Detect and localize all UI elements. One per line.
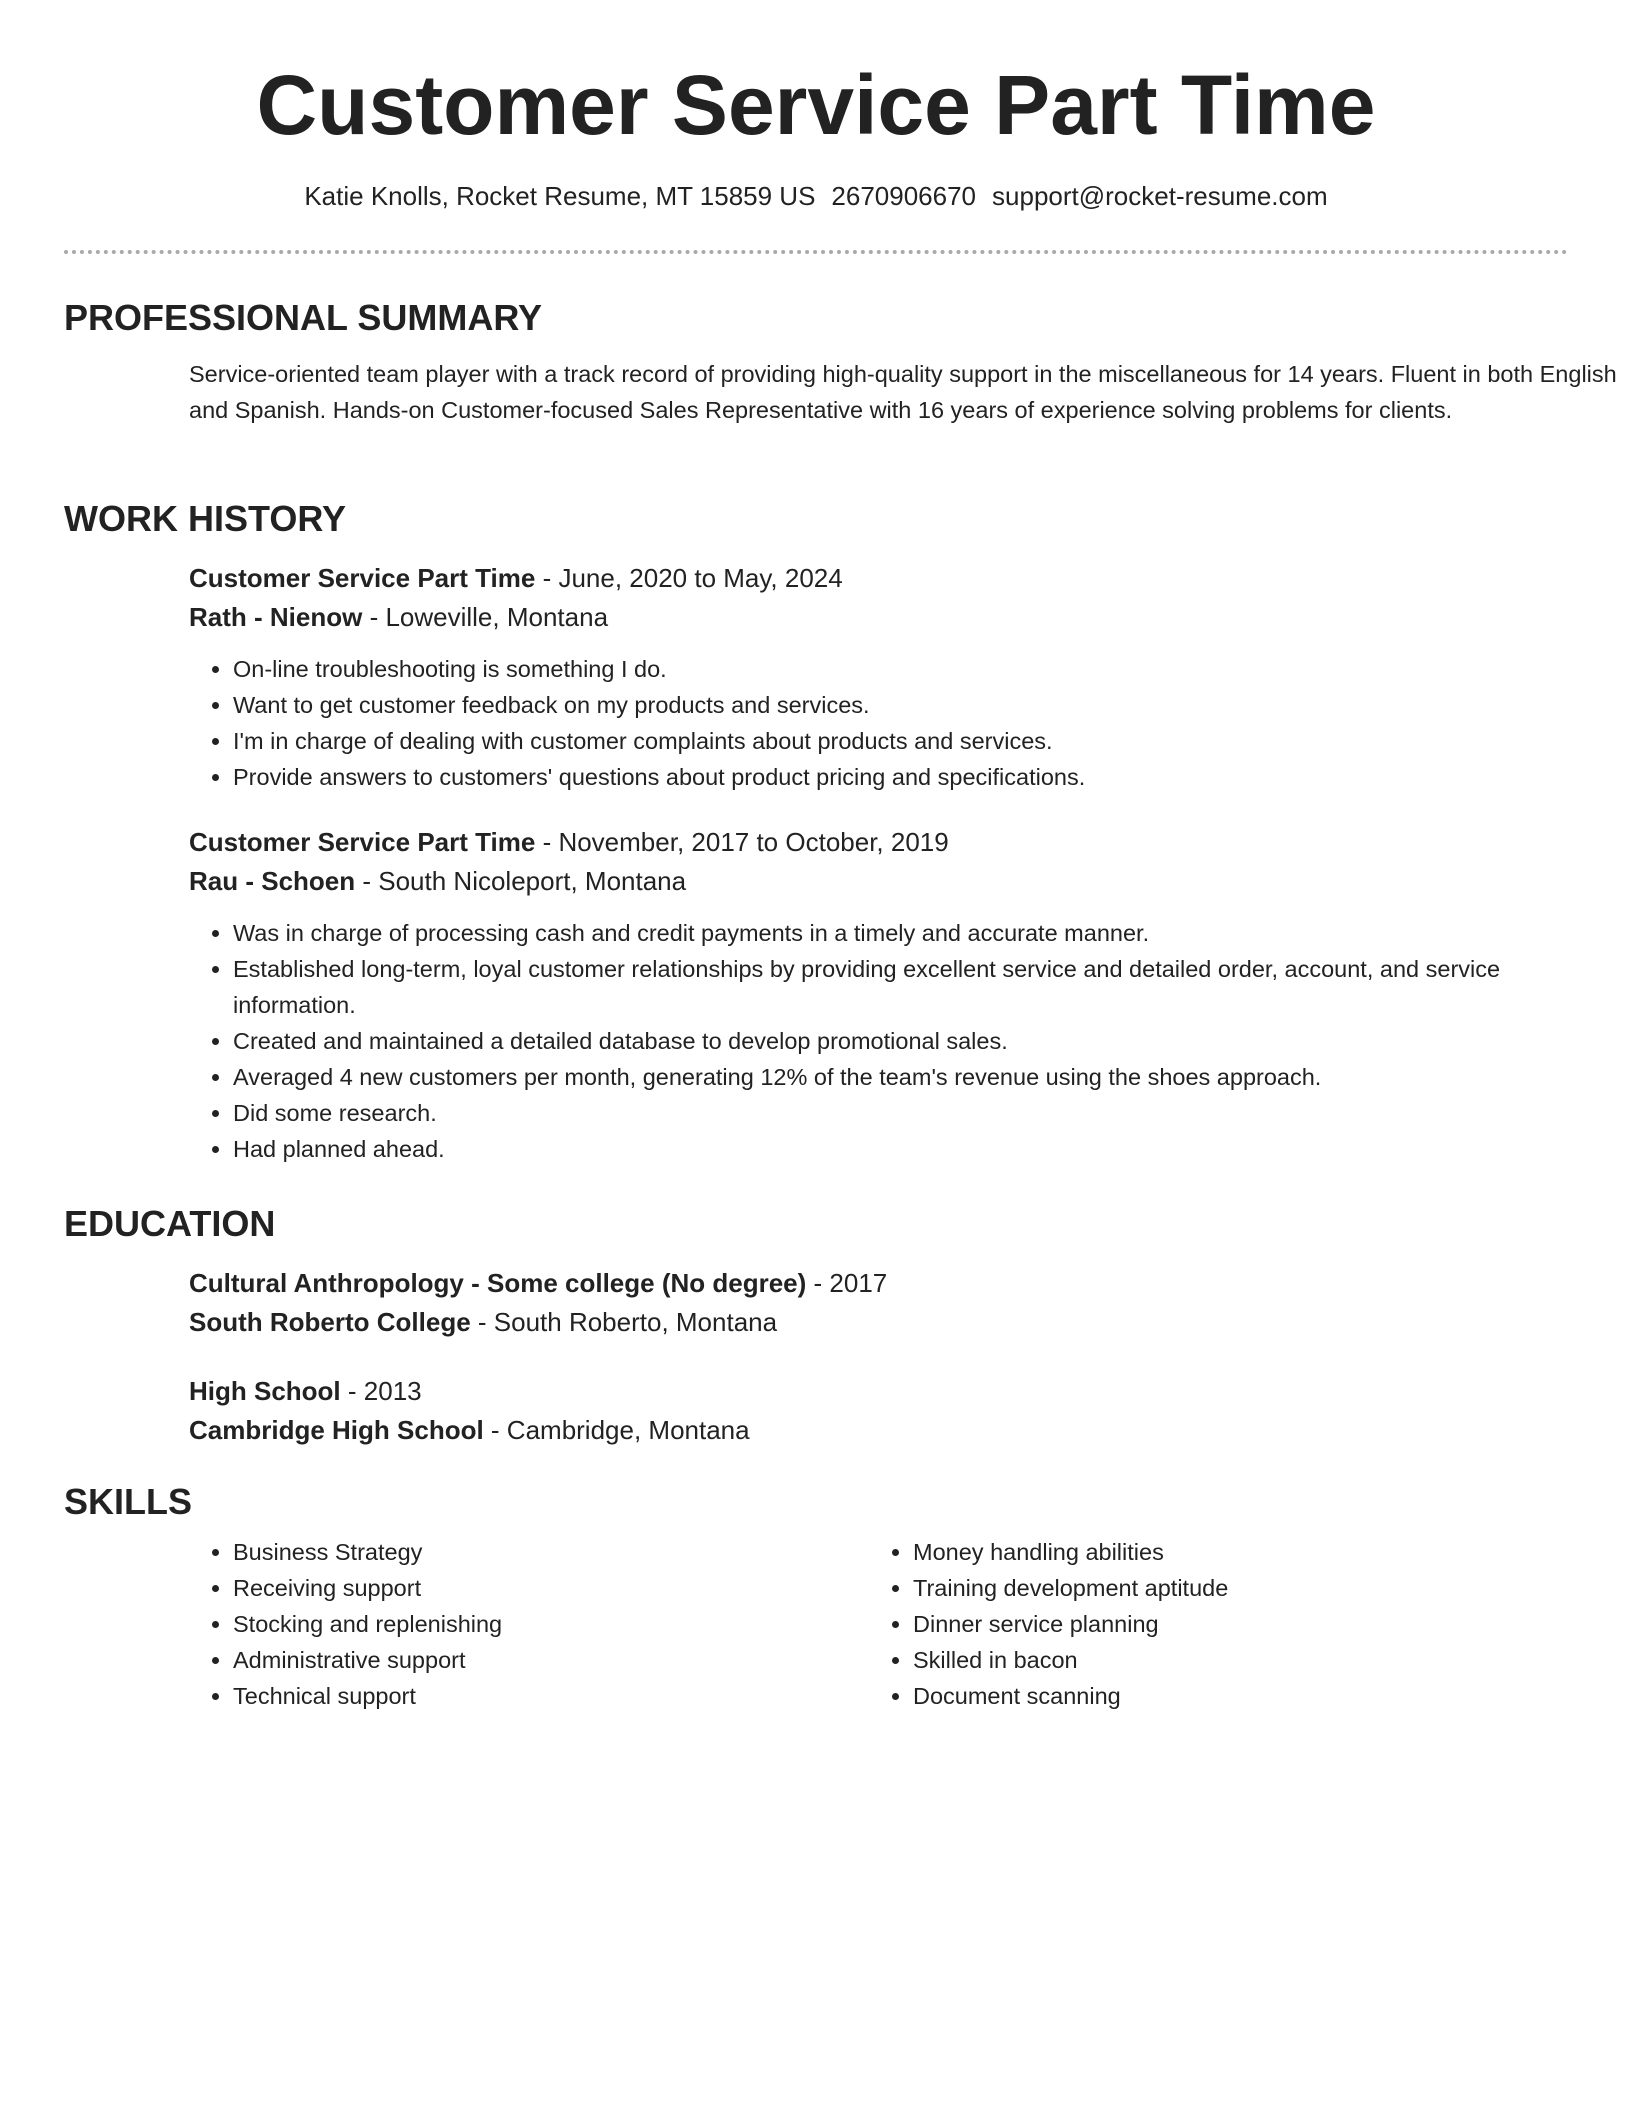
skill-item: • Money handling abilities (913, 1534, 1513, 1570)
job-title-line (189, 823, 1568, 862)
education-entry (189, 1264, 1568, 1342)
skill-item: • Document scanning (913, 1678, 1513, 1714)
job-title-line (189, 559, 1568, 598)
list-item: • Had planned ahead. (233, 1131, 1533, 1167)
education-entry (189, 1372, 1568, 1450)
skills-list (869, 1534, 1513, 1714)
summary-section (64, 296, 1617, 428)
job-company: Rau - Schoen (189, 866, 356, 896)
job-company-line (189, 598, 1568, 637)
list-item: • Established long-term, loyal customer relationships by providing excellent service and detailed order, account, and service information. (233, 951, 1533, 1023)
job-location: - Loweville, Montana (362, 602, 609, 632)
header-divider (64, 250, 1568, 254)
education-degree-line (189, 1372, 1568, 1411)
job-dates: - November, 2017 to October, 2019 (535, 827, 949, 857)
education-school: Cambridge High School (189, 1415, 484, 1445)
education-degree: High School (189, 1376, 341, 1406)
list-item: • Averaged 4 new customers per month, generating 12% of the team's revenue using the shoes approach. (233, 1059, 1533, 1095)
work-heading: WORK HISTORY (64, 498, 347, 539)
skills-column-right (869, 1534, 1549, 1714)
list-item: • Want to get customer feedback on my products and services. (233, 687, 1533, 723)
job-company-line (189, 862, 1568, 901)
contact-address: Katie Knolls, Rocket Resume, MT 15859 US (304, 181, 816, 211)
education-year: - 2013 (340, 1376, 422, 1406)
skills-columns (189, 1534, 1568, 1714)
skill-item: • Dinner service planning (913, 1606, 1513, 1642)
work-section (64, 497, 1568, 1167)
skill-item: • Technical support (233, 1678, 833, 1714)
list-item: • I'm in charge of dealing with customer complaints about products and services. (233, 723, 1533, 759)
skills-list (189, 1534, 833, 1714)
education-location: - South Roberto, Montana (470, 1307, 778, 1337)
summary-heading: PROFESSIONAL SUMMARY (64, 297, 543, 338)
skills-heading: SKILLS (64, 1481, 193, 1522)
summary-text: Service-oriented team player with a track record of providing high-quality support in the miscellaneous for 14 years. Fluent in both English and Spanish. Hands-on Customer-focused Sales Representative with 16 years of experience solving problems for clients. (189, 361, 1617, 423)
job-company: Rath - Nienow (189, 602, 363, 632)
job-entry (189, 559, 1568, 795)
education-degree-line (189, 1264, 1568, 1303)
job-title: Customer Service Part Time (189, 563, 536, 593)
education-school: South Roberto College (189, 1307, 471, 1337)
contact-phone: 2670906670 (831, 181, 977, 211)
skill-item: • Training development aptitude (913, 1570, 1513, 1606)
education-location: - Cambridge, Montana (483, 1415, 750, 1445)
contact-line (0, 179, 1632, 213)
resume-title: Customer Service Part Time (256, 58, 1376, 152)
job-bullets (189, 651, 1533, 795)
job-location: - South Nicoleport, Montana (355, 866, 687, 896)
job-entry (189, 823, 1568, 1167)
education-degree: Cultural Anthropology - Some college (No degree) (189, 1268, 807, 1298)
list-item: • Was in charge of processing cash and credit payments in a timely and accurate manner. (233, 915, 1533, 951)
list-item: • On-line troubleshooting is something I do. (233, 651, 1533, 687)
education-school-line (189, 1411, 1568, 1450)
contact-email: support@rocket-resume.com (992, 181, 1328, 211)
list-item: • Did some research. (233, 1095, 1533, 1131)
skill-item: • Receiving support (233, 1570, 833, 1606)
skill-item: • Administrative support (233, 1642, 833, 1678)
skills-column-left (189, 1534, 869, 1714)
job-bullets (189, 915, 1533, 1167)
education-year: - 2017 (806, 1268, 888, 1298)
list-item: • Provide answers to customers' questions about product pricing and specifications. (233, 759, 1533, 795)
list-item: • Created and maintained a detailed database to develop promotional sales. (233, 1023, 1533, 1059)
skill-item: • Business Strategy (233, 1534, 833, 1570)
job-title: Customer Service Part Time (189, 827, 536, 857)
education-heading: EDUCATION (64, 1203, 276, 1244)
education-school-line (189, 1303, 1568, 1342)
skill-item: • Stocking and replenishing (233, 1606, 833, 1642)
skills-section (64, 1480, 1568, 1714)
job-dates: - June, 2020 to May, 2024 (535, 563, 843, 593)
education-section (64, 1202, 1568, 1450)
skill-item: • Skilled in bacon (913, 1642, 1513, 1678)
